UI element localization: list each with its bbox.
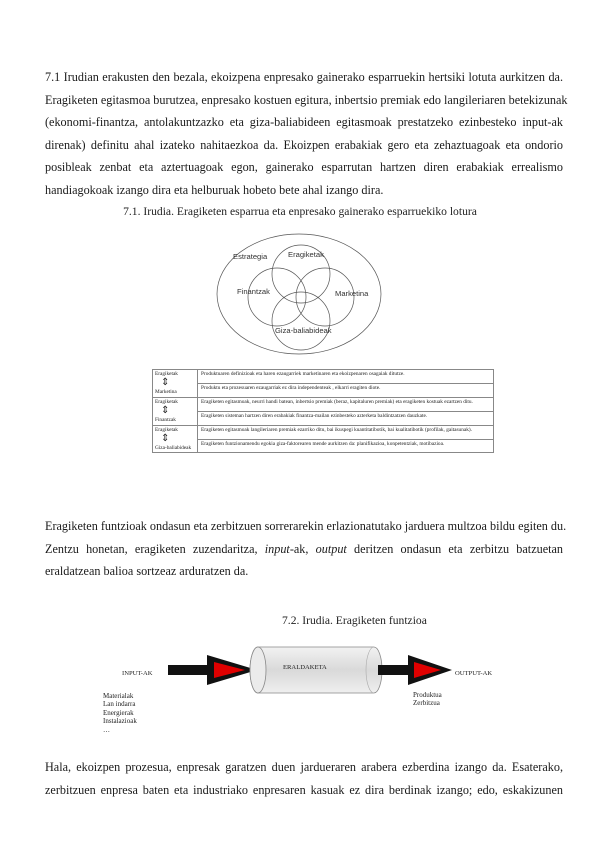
venn-label-eragiketak: Eragiketak bbox=[288, 250, 324, 259]
inputs-list bbox=[103, 692, 137, 734]
transformation-diagram bbox=[0, 625, 600, 697]
double-arrow-icon: ⇕ bbox=[161, 405, 170, 417]
text-line: direnak) definitu ahal izateko nahitaezkoa da. Ekoizpen erabakiak gero eta zehaztuagoak eta ondorio bbox=[45, 137, 563, 152]
text-line: Eragiketen funtzioak ondasun eta zerbitzuen sorrerarekin erlazionatutako jarduera multzoa bildu egiten du. bbox=[45, 519, 567, 533]
relation-pair-cell bbox=[153, 370, 198, 398]
venn-label-estrategia: Estrategia bbox=[233, 252, 268, 261]
venn-label-finantzak: Finantzak bbox=[237, 287, 270, 296]
text-line: posibleak zenbat eta aztertuagoak egon, gainerako esparrutan hartzen diren erabakiak errealismo bbox=[45, 160, 563, 175]
process-label: ERALDAKETA bbox=[283, 664, 327, 671]
input-arrow-icon bbox=[168, 655, 257, 685]
table-row bbox=[153, 425, 494, 439]
output-label: OUTPUT-AK bbox=[455, 670, 493, 677]
functions-paragraph bbox=[45, 515, 567, 583]
table-row bbox=[153, 411, 494, 425]
table-row bbox=[153, 439, 494, 453]
list-item: Lan indarra bbox=[103, 700, 136, 709]
pair-bottom-label: Finantzak bbox=[155, 417, 176, 424]
text-line: 7.1 Irudian erakusten den bezala, ekoizpena enpresako gainerako esparruekin hertsiki lotuta aurkitzen da. bbox=[45, 70, 563, 84]
pair-bottom-label: Marketina bbox=[155, 389, 177, 396]
list-item: Energierak bbox=[103, 708, 134, 717]
figure-caption-7-2: 7.2. Irudia. Eragiketen funtzioa bbox=[282, 614, 427, 627]
list-item: Instalazioak bbox=[103, 717, 137, 726]
relation-text: Eragiketen sisteman hartzen diren erabakiak finantza-mailan ezinbesteko azterketa baldintzatzen dauzkate. bbox=[198, 411, 494, 425]
relations-table bbox=[152, 369, 494, 453]
venn-label-giza-baliabideak: Giza-baliabideak bbox=[275, 326, 332, 335]
relation-pair-cell bbox=[153, 425, 198, 453]
text-line: zerbitzuen enpresa baten eta industriako enpresaren kasuak ez dira berdinak izango; edo, eskakizunen bbox=[45, 782, 563, 797]
table-row bbox=[153, 383, 494, 397]
list-item: … bbox=[103, 725, 110, 734]
relation-text: Eragiketen egitasmoak, neurri handi batean, inbertsio premiak (beraz, kapitaluren premiak) eta eragiketen kostuak ezartzen ditu. bbox=[198, 397, 494, 411]
text-line: Eragiketen egitasmoa burutzea, enpresako kostuen egitura, inbertsio premiak edo langileriaren betekizunak bbox=[45, 92, 568, 107]
pair-top-label: Eragiketak bbox=[155, 398, 178, 405]
relation-text: Produktuaren definizioak eta haren ezaugarriek marketinaren eta ekoizpenaren osagaiak ditutze. bbox=[198, 370, 494, 384]
list-item: Materialak bbox=[103, 692, 134, 700]
process-paragraph bbox=[45, 756, 563, 801]
text-line: Zentzu honetan, eragiketen zuzendaritza, input-ak, output deritzen ondasun eta zerbitzu batzuetan bbox=[45, 541, 563, 556]
venn-label-marketina: Marketina bbox=[335, 289, 369, 298]
relation-text: Eragiketen funtzionamendu egokia giza-faktorearen mende aurkitzen da: planifikazioa, konpetentziak, motibazioa. bbox=[198, 439, 494, 453]
text-line: handiagokoak izango dira eta helburuak hobeto bete ahal izango dira. bbox=[45, 182, 384, 197]
double-arrow-icon: ⇕ bbox=[161, 433, 170, 445]
relation-text: Produktu eta prozesuaren ezaugarriak ez dira independenteak , elkarri eragiten diote. bbox=[198, 383, 494, 397]
pair-top-label: Eragiketak bbox=[155, 371, 178, 377]
relation-pair-cell bbox=[153, 397, 198, 425]
figure-caption-7-1: 7.1. Irudia. Eragiketen esparrua eta enpresako gainerako esparruekiko lotura bbox=[123, 205, 477, 218]
intro-paragraph bbox=[45, 66, 568, 202]
double-arrow-icon: ⇕ bbox=[161, 377, 170, 389]
relation-text: Eragiketen egitasmoak langileriaren premiak ezarriko ditu, bai ikuspegi kuantitatibotik, bai kualitatibotik (profilak, gaitasunak). bbox=[198, 425, 494, 439]
table-row bbox=[153, 370, 494, 384]
pair-top-label: Eragiketak bbox=[155, 426, 178, 433]
pair-bottom-label: Giza-baliabideak bbox=[155, 445, 192, 452]
outputs-list bbox=[413, 691, 442, 708]
input-label: INPUT-AK bbox=[122, 670, 153, 677]
table-row bbox=[153, 397, 494, 411]
text-line: (ekonomi-finantza, antolakuntzazko eta giza-baliabideen egitasmoak prestatzeko ezinbesteko input-ak bbox=[45, 115, 563, 130]
list-item: Zerbitzua bbox=[413, 699, 440, 708]
list-item: Produktua bbox=[413, 691, 442, 699]
output-arrow-icon bbox=[378, 655, 452, 685]
text-line: eraldatzean balioa sortzeaz arduratzen da. bbox=[45, 564, 249, 579]
text-line: Hala, ekoizpen prozesua, enpresak garatzen duen jardueraren arabera ezberdina izango da. Esaterako, bbox=[45, 760, 563, 774]
venn-diagram bbox=[215, 230, 385, 360]
